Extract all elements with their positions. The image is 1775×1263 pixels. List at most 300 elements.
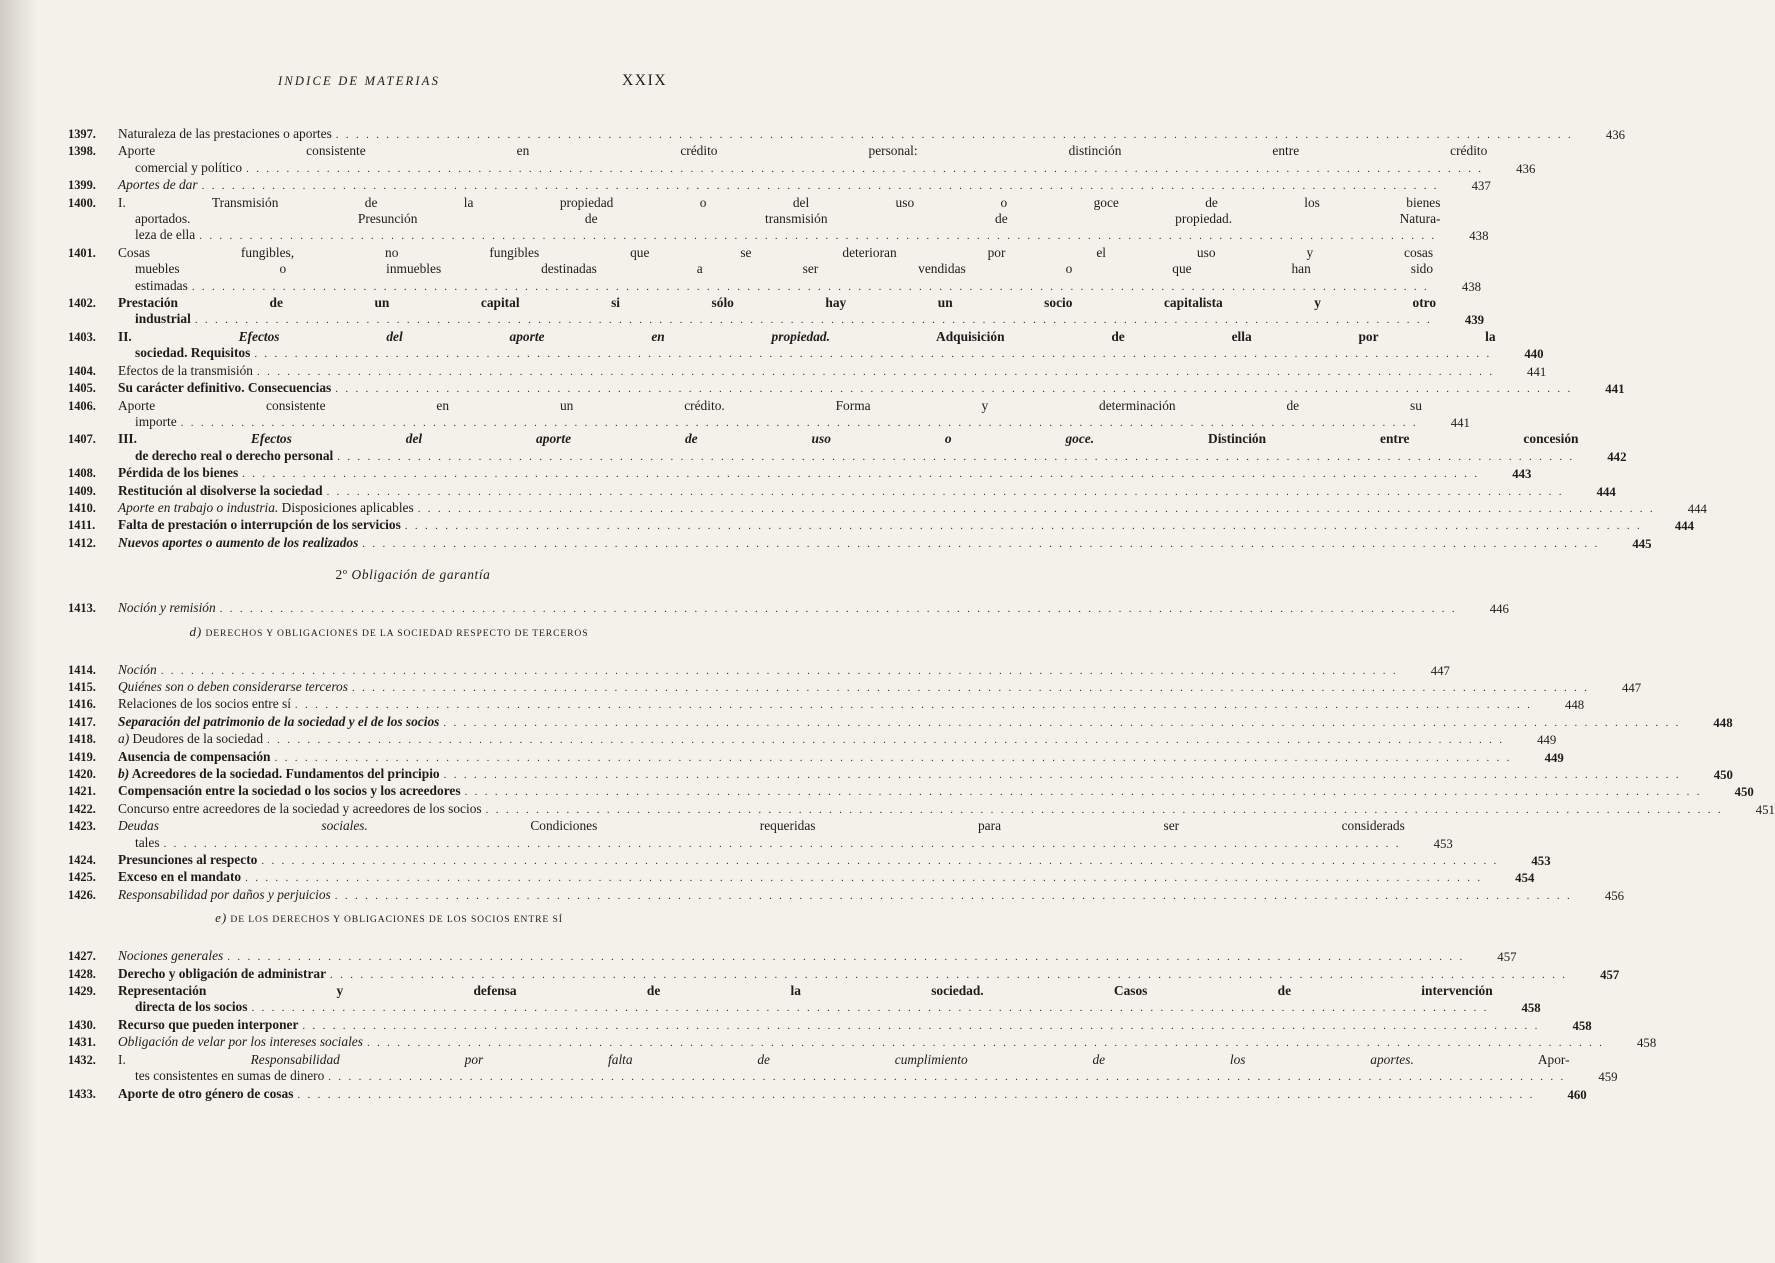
entry-text bbox=[118, 869, 1534, 886]
entry-line bbox=[118, 431, 1578, 447]
entry-number: 1397. bbox=[68, 127, 96, 141]
entry-text bbox=[118, 801, 1775, 818]
dot-leader bbox=[227, 949, 1464, 965]
entry-line bbox=[118, 465, 1483, 482]
entry-line bbox=[118, 983, 1493, 999]
subheading-terceros bbox=[90, 624, 688, 640]
entry-line bbox=[118, 535, 1604, 552]
dot-leader bbox=[362, 536, 1599, 552]
dot-leader bbox=[161, 663, 1398, 679]
toc-entry bbox=[68, 517, 1695, 534]
entry-number: 1431. bbox=[68, 1035, 96, 1050]
entry-number: 1411. bbox=[68, 518, 96, 533]
entry-text bbox=[118, 126, 1625, 143]
entry-line-text: Restitución al disolverse la sociedad bbox=[118, 482, 323, 498]
entry-number: 1420. bbox=[68, 767, 96, 781]
entry-page-number: 447 bbox=[1430, 663, 1450, 678]
entry-line-text: Obligación de velar por los intereses sociales bbox=[118, 1034, 363, 1050]
toc-entry bbox=[68, 696, 1585, 713]
dot-leader bbox=[443, 715, 1680, 731]
entry-line bbox=[118, 749, 1516, 766]
toc-entry bbox=[68, 126, 1626, 143]
entry-page-number: 444 bbox=[1674, 519, 1695, 534]
toc-entry bbox=[68, 678, 1642, 696]
entry-line bbox=[118, 1017, 1544, 1034]
entry-line-text: Aportes de dar bbox=[118, 177, 198, 193]
entry-number: 1422. bbox=[68, 801, 96, 816]
entry-line bbox=[118, 329, 1496, 345]
entry-text bbox=[118, 749, 1564, 766]
dot-leader bbox=[465, 784, 1702, 800]
entry-text bbox=[118, 431, 1626, 465]
entry-line bbox=[118, 143, 1487, 159]
entry-text bbox=[118, 679, 1641, 696]
entry-text bbox=[118, 887, 1624, 904]
entry-line bbox=[118, 948, 1469, 965]
toc-entry bbox=[68, 1034, 1657, 1051]
entry-line bbox=[118, 261, 1433, 277]
entry-line bbox=[118, 195, 1440, 211]
entry-line-text: Pérdida de los bienes bbox=[118, 465, 239, 481]
entry-group-garantia bbox=[68, 600, 1509, 617]
entry-line-text: Quiénes son o deben considerarse terceros bbox=[118, 678, 348, 694]
entry-line bbox=[118, 1052, 1570, 1068]
entry-line-text: tales bbox=[135, 834, 160, 850]
entry-line bbox=[118, 295, 1436, 311]
entry-line bbox=[118, 345, 1496, 362]
dot-leader bbox=[254, 346, 1491, 362]
entry-page-number: 458 bbox=[1637, 1036, 1657, 1051]
toc-entry bbox=[68, 886, 1625, 904]
entry-number: 1403. bbox=[68, 329, 96, 344]
entry-line-text: I. Transmisión de la propiedad o del uso o goce de los bienes bbox=[118, 194, 1441, 210]
dot-leader bbox=[251, 1000, 1488, 1016]
entry-text bbox=[118, 380, 1625, 397]
entry-line-text: muebles o inmuebles destinadas a ser vendidas o que han sido bbox=[135, 261, 1434, 277]
entry-page-number: 448 bbox=[1713, 715, 1733, 730]
italic-fragment: Aporte en trabajo o industria. bbox=[118, 499, 279, 515]
entry-line bbox=[118, 414, 1422, 431]
entry-line bbox=[118, 662, 1402, 679]
section-heading-garantia bbox=[138, 567, 688, 583]
entry-number: 1418. bbox=[68, 732, 96, 747]
running-title: INDICE DE MATERIAS bbox=[278, 74, 441, 88]
entry-number: 1428. bbox=[68, 966, 96, 981]
entry-page-number: 459 bbox=[1598, 1070, 1618, 1085]
entry-text bbox=[118, 1017, 1592, 1034]
subheading-socios bbox=[90, 910, 688, 926]
entry-line bbox=[118, 835, 1405, 852]
entry-line bbox=[118, 679, 1593, 696]
toc-entry bbox=[68, 328, 1544, 363]
toc-entry bbox=[68, 177, 1491, 194]
toc-entry bbox=[68, 362, 1547, 380]
dot-leader bbox=[335, 888, 1572, 904]
entry-line-text: Aporte consistente en crédito personal: distinción entre crédito bbox=[118, 143, 1488, 159]
entry-page-number: 448 bbox=[1564, 698, 1585, 713]
entry-line bbox=[118, 852, 1503, 869]
entry-line-text: Aporte en trabajo o industria. Disposiciones aplicables bbox=[118, 499, 414, 515]
entry-page-number: 444 bbox=[1596, 484, 1616, 499]
entry-number: 1423. bbox=[68, 819, 96, 834]
dot-leader bbox=[295, 697, 1532, 713]
entry-line bbox=[118, 363, 1498, 380]
dot-leader bbox=[192, 279, 1429, 295]
dot-leader bbox=[220, 601, 1457, 617]
entry-page-number: 438 bbox=[1461, 279, 1482, 294]
entry-number: 1425. bbox=[68, 870, 96, 885]
entry-page-number: 451 bbox=[1755, 802, 1775, 817]
entry-page-number: 436 bbox=[1605, 128, 1626, 142]
entry-line-text: Concurso entre acreedores de la sociedad y acreedores de los socios bbox=[118, 800, 482, 816]
entry-text bbox=[118, 329, 1544, 363]
entry-page-number: 436 bbox=[1516, 161, 1536, 176]
entry-text bbox=[118, 948, 1517, 965]
entry-line-text: I. Responsabilidad por falta de cumplimiento de los aportes. Apor- bbox=[118, 1051, 1570, 1067]
page-binding-shadow bbox=[0, 0, 38, 1263]
dot-leader bbox=[327, 484, 1564, 500]
entry-number: 1406. bbox=[68, 398, 96, 413]
entry-number: 1427. bbox=[68, 949, 96, 964]
entry-text bbox=[118, 195, 1488, 245]
entry-line bbox=[118, 1034, 1608, 1051]
entry-page-number: 441 bbox=[1527, 364, 1547, 379]
entry-text bbox=[118, 295, 1484, 329]
entry-text bbox=[118, 1086, 1587, 1103]
entry-line-text: Representación y defensa de la sociedad. Casos de intervención bbox=[118, 983, 1493, 999]
entry-line-text: Su carácter definitivo. Consecuencias bbox=[118, 380, 332, 396]
entry-number: 1410. bbox=[68, 500, 96, 515]
entry-line-text: Noción y remisión bbox=[118, 600, 216, 616]
entry-page-number: 458 bbox=[1521, 1001, 1541, 1016]
dot-leader bbox=[199, 228, 1436, 244]
entry-line bbox=[118, 500, 1659, 517]
entry-number: 1407. bbox=[68, 432, 96, 447]
entry-line-text: Naturaleza de las prestaciones o aportes bbox=[118, 126, 332, 141]
dot-leader bbox=[418, 501, 1655, 517]
subheading-letter: e) bbox=[215, 910, 228, 926]
entry-line-text: Aporte consistente en un crédito. Forma y determinación de su bbox=[118, 397, 1422, 413]
toc-entry bbox=[68, 397, 1470, 432]
entry-line bbox=[118, 177, 1443, 194]
entry-number: 1416. bbox=[68, 697, 96, 712]
entry-number: 1430. bbox=[68, 1017, 96, 1032]
entry-page-number: 443 bbox=[1512, 467, 1532, 482]
dot-leader bbox=[181, 415, 1418, 431]
entry-line-text: b) Acreedores de la sociedad. Fundamentos del principio bbox=[118, 766, 440, 781]
dot-leader bbox=[337, 449, 1574, 465]
entry-number: 1408. bbox=[68, 466, 96, 481]
entry-text bbox=[118, 766, 1733, 783]
entry-text bbox=[118, 600, 1509, 617]
dot-leader bbox=[330, 967, 1567, 983]
dot-leader bbox=[367, 1035, 1604, 1051]
dot-leader bbox=[444, 767, 1681, 783]
entry-text bbox=[118, 398, 1470, 432]
entry-line-text: comercial y político bbox=[135, 159, 243, 175]
entry-number: 1426. bbox=[68, 887, 96, 902]
italic-fragment: Deudas sociales. bbox=[118, 818, 368, 834]
entry-page-number: 456 bbox=[1604, 888, 1625, 903]
entry-line bbox=[118, 696, 1536, 713]
entry-line bbox=[118, 714, 1685, 731]
entry-page-number: 437 bbox=[1471, 179, 1491, 194]
entry-line-text: Falta de prestación o interrupción de los servicios bbox=[118, 517, 401, 533]
entry-line-text: tes consistentes en sumas de dinero bbox=[135, 1068, 325, 1084]
subheading-letter: d) bbox=[189, 623, 203, 639]
toc-entry bbox=[68, 1051, 1618, 1086]
entry-text bbox=[118, 465, 1531, 482]
entry-number: 1419. bbox=[68, 749, 96, 764]
entry-line-text: Nociones generales bbox=[118, 948, 224, 964]
entry-line-text: Presunciones al respecto bbox=[118, 852, 258, 868]
entry-line-text: Relaciones de los socios entre sí bbox=[118, 696, 291, 712]
page-number: XXIX bbox=[622, 72, 668, 89]
entry-page-number: 450 bbox=[1734, 785, 1754, 800]
entry-line-text: Prestación de un capital si sólo hay un socio capitalista y otro bbox=[118, 295, 1437, 311]
toc-entry bbox=[68, 244, 1482, 295]
entry-line bbox=[118, 311, 1436, 328]
entry-text bbox=[118, 245, 1481, 295]
entry-number: 1432. bbox=[68, 1052, 96, 1067]
section-title: Obligación de garantía bbox=[351, 567, 491, 583]
dot-leader bbox=[257, 364, 1494, 380]
entry-line bbox=[118, 869, 1486, 886]
toc-entry bbox=[68, 731, 1557, 748]
entry-line-text: II. Efectos del aporte en propiedad. Adquisición de ella por la bbox=[118, 328, 1496, 344]
entry-group-socios bbox=[68, 948, 1657, 1103]
entry-line-text: Aporte de otro género de cosas bbox=[118, 1085, 294, 1101]
entry-number: 1404. bbox=[68, 363, 96, 378]
entry-number: 1414. bbox=[68, 662, 96, 677]
table-of-contents bbox=[68, 126, 1775, 1103]
entry-page-number: 457 bbox=[1600, 967, 1620, 982]
entry-text bbox=[118, 535, 1652, 552]
entry-page-number: 444 bbox=[1687, 501, 1707, 516]
toc-entry bbox=[68, 1085, 1587, 1103]
entry-number: 1401. bbox=[68, 245, 96, 260]
entry-number: 1400. bbox=[68, 195, 96, 210]
dot-leader bbox=[297, 1087, 1534, 1103]
entry-line-text: Recurso que pueden interponer bbox=[118, 1016, 299, 1032]
toc-entry bbox=[68, 783, 1754, 800]
entry-text bbox=[118, 731, 1556, 748]
entry-text bbox=[118, 517, 1694, 534]
entry-number: 1417. bbox=[68, 714, 96, 729]
dot-leader bbox=[195, 312, 1432, 328]
entry-line bbox=[118, 999, 1493, 1016]
toc-entry bbox=[68, 713, 1733, 731]
italic-fragment: Responsabilidad por falta de cumplimiento de los aportes. bbox=[250, 1051, 1414, 1067]
entry-page-number: 457 bbox=[1497, 950, 1517, 965]
entry-line-text: Efectos de la transmisión bbox=[118, 362, 253, 378]
entry-line bbox=[118, 448, 1578, 465]
entry-number: 1424. bbox=[68, 853, 96, 868]
entry-number: 1409. bbox=[68, 483, 96, 498]
entry-page-number: 441 bbox=[1605, 382, 1625, 397]
entry-page-number: 460 bbox=[1567, 1087, 1587, 1102]
toc-entry bbox=[68, 295, 1485, 329]
entry-text bbox=[118, 662, 1450, 679]
dot-leader bbox=[275, 750, 1512, 766]
entry-line bbox=[118, 766, 1685, 783]
toc-entry bbox=[68, 852, 1551, 869]
entry-group-terceros bbox=[68, 661, 1775, 905]
entry-page-number: 439 bbox=[1464, 313, 1485, 328]
entry-line bbox=[118, 278, 1433, 295]
entry-line bbox=[118, 818, 1405, 834]
entry-text bbox=[118, 1034, 1656, 1051]
entry-number: 1402. bbox=[68, 296, 96, 311]
entry-number: 1429. bbox=[68, 984, 96, 999]
entry-line-text: leza de ella bbox=[135, 227, 196, 243]
dot-leader bbox=[328, 1069, 1565, 1085]
entry-text bbox=[118, 500, 1707, 517]
entry-text bbox=[118, 483, 1616, 500]
dot-leader bbox=[486, 802, 1723, 818]
toc-entry bbox=[68, 948, 1517, 965]
entry-line-text: Noción bbox=[118, 661, 157, 677]
entry-line-text: importe bbox=[135, 413, 177, 429]
dot-leader bbox=[242, 466, 1479, 482]
dot-leader bbox=[267, 732, 1504, 748]
entry-number: 1415. bbox=[68, 679, 96, 694]
entry-line-text: Exceso en el mandato bbox=[118, 869, 242, 885]
entry-text bbox=[118, 983, 1541, 1017]
entry-line bbox=[118, 600, 1461, 617]
dot-leader bbox=[164, 836, 1401, 852]
entry-text bbox=[118, 696, 1584, 713]
entry-page-number: 449 bbox=[1544, 750, 1564, 765]
toc-entry bbox=[68, 431, 1627, 465]
entry-line bbox=[118, 801, 1727, 818]
toc-entry bbox=[68, 143, 1536, 177]
entry-page-number: 440 bbox=[1524, 347, 1544, 362]
toc-entry bbox=[68, 818, 1453, 852]
entry-line-text: Ausencia de compensación bbox=[118, 748, 271, 764]
dot-leader bbox=[302, 1018, 1539, 1034]
entry-line-text: estimadas bbox=[135, 277, 188, 293]
entry-line bbox=[118, 1068, 1570, 1085]
entry-page-number: 454 bbox=[1515, 871, 1535, 886]
entry-text bbox=[118, 818, 1453, 852]
entry-number: 1413. bbox=[68, 601, 96, 616]
entry-line bbox=[118, 783, 1706, 800]
entry-line-text: industrial bbox=[135, 311, 191, 327]
italic-fragment: Efectos del aporte en propiedad. bbox=[238, 328, 830, 344]
toc-entry bbox=[68, 766, 1733, 783]
entry-page-number: 453 bbox=[1433, 836, 1453, 851]
entry-text bbox=[118, 852, 1551, 869]
toc-entry bbox=[68, 465, 1532, 482]
entry-line-text: Deudas sociales. Condiciones requeridas para ser considerads bbox=[118, 818, 1405, 834]
section-ordinal: 2º bbox=[335, 567, 348, 583]
entry-line bbox=[118, 483, 1568, 500]
entry-text bbox=[118, 143, 1535, 177]
entry-number: 1421. bbox=[68, 784, 96, 799]
entry-line-text: Derecho y obligación de administrar bbox=[118, 965, 327, 981]
entry-line bbox=[118, 1086, 1539, 1103]
entry-line-text: Separación del patrimonio de la sociedad y el de los socios bbox=[118, 713, 440, 729]
toc-entry bbox=[68, 499, 1707, 517]
toc-entry bbox=[68, 482, 1616, 500]
dot-leader bbox=[335, 381, 1572, 397]
toc-entry bbox=[68, 534, 1652, 552]
entry-line bbox=[118, 966, 1571, 983]
toc-entry bbox=[68, 600, 1509, 617]
toc-entry bbox=[68, 380, 1625, 397]
entry-page-number: 438 bbox=[1469, 229, 1489, 244]
toc-entry bbox=[68, 194, 1489, 245]
entry-page-number: 446 bbox=[1489, 602, 1509, 617]
entry-line-text: Nuevos aportes o aumento de los realizados bbox=[118, 534, 359, 550]
italic-fragment: b) bbox=[118, 766, 130, 781]
toc-entry bbox=[68, 800, 1775, 818]
entry-number: 1405. bbox=[68, 381, 96, 396]
toc-entry bbox=[68, 661, 1450, 679]
entry-number: 1399. bbox=[68, 178, 96, 193]
entry-line bbox=[118, 126, 1577, 143]
entry-page-number: 458 bbox=[1572, 1018, 1592, 1033]
entry-text bbox=[118, 177, 1491, 194]
entry-page-number: 441 bbox=[1450, 415, 1470, 430]
entry-line bbox=[118, 398, 1422, 414]
dot-leader bbox=[352, 680, 1589, 696]
entry-number: 1433. bbox=[68, 1086, 96, 1101]
entry-line bbox=[118, 517, 1646, 534]
toc-entry bbox=[68, 748, 1564, 766]
entry-line-text: Responsabilidad por daños y perjuicios bbox=[118, 886, 331, 902]
entry-number: 1398. bbox=[68, 144, 96, 159]
entry-number: 1412. bbox=[68, 535, 96, 550]
dot-leader bbox=[405, 518, 1642, 534]
entry-text bbox=[118, 1052, 1618, 1086]
entry-text bbox=[118, 966, 1619, 983]
subheading-title: DE LOS DERECHOS Y OBLIGACIONES DE LOS SOCIOS ENTRE SÍ bbox=[230, 914, 563, 926]
entry-line-text: sociedad. Requisitos bbox=[135, 345, 251, 361]
dot-leader bbox=[336, 127, 1573, 143]
entry-line-text: aportados. Presunción de transmisión de propiedad. Natura- bbox=[135, 211, 1441, 227]
entry-line bbox=[118, 887, 1576, 904]
entry-line bbox=[118, 160, 1487, 177]
entry-page-number: 450 bbox=[1713, 768, 1733, 782]
dot-leader bbox=[261, 853, 1498, 869]
subheading-title: DERECHOS Y OBLIGACIONES DE LA SOCIEDAD RESPECTO DE TERCEROS bbox=[205, 627, 589, 639]
entry-line-text: a) Deudores de la sociedad bbox=[118, 731, 264, 747]
dot-leader bbox=[245, 870, 1482, 886]
entry-line bbox=[118, 380, 1577, 397]
toc-entry bbox=[68, 1016, 1592, 1034]
entry-line-text: de derecho real o derecho personal bbox=[135, 447, 334, 463]
entry-page-number: 453 bbox=[1531, 854, 1551, 869]
entry-group-aportes bbox=[68, 126, 1707, 552]
entry-line bbox=[118, 227, 1440, 244]
entry-line bbox=[118, 211, 1440, 227]
entry-text bbox=[118, 363, 1546, 380]
toc-entry bbox=[68, 869, 1535, 886]
toc-entry bbox=[68, 965, 1620, 983]
toc-entry bbox=[68, 983, 1541, 1017]
entry-line-text: Cosas fungibles, no fungibles que se deterioran por el uso y cosas bbox=[118, 244, 1434, 260]
entry-page-number: 449 bbox=[1537, 733, 1557, 748]
page-header bbox=[0, 74, 793, 94]
entry-line-text: directa de los socios bbox=[135, 999, 248, 1015]
entry-text bbox=[118, 714, 1733, 731]
entry-text bbox=[118, 783, 1754, 800]
dot-leader bbox=[202, 178, 1439, 194]
entry-line bbox=[118, 245, 1433, 261]
italic-fragment: a) bbox=[118, 731, 130, 747]
